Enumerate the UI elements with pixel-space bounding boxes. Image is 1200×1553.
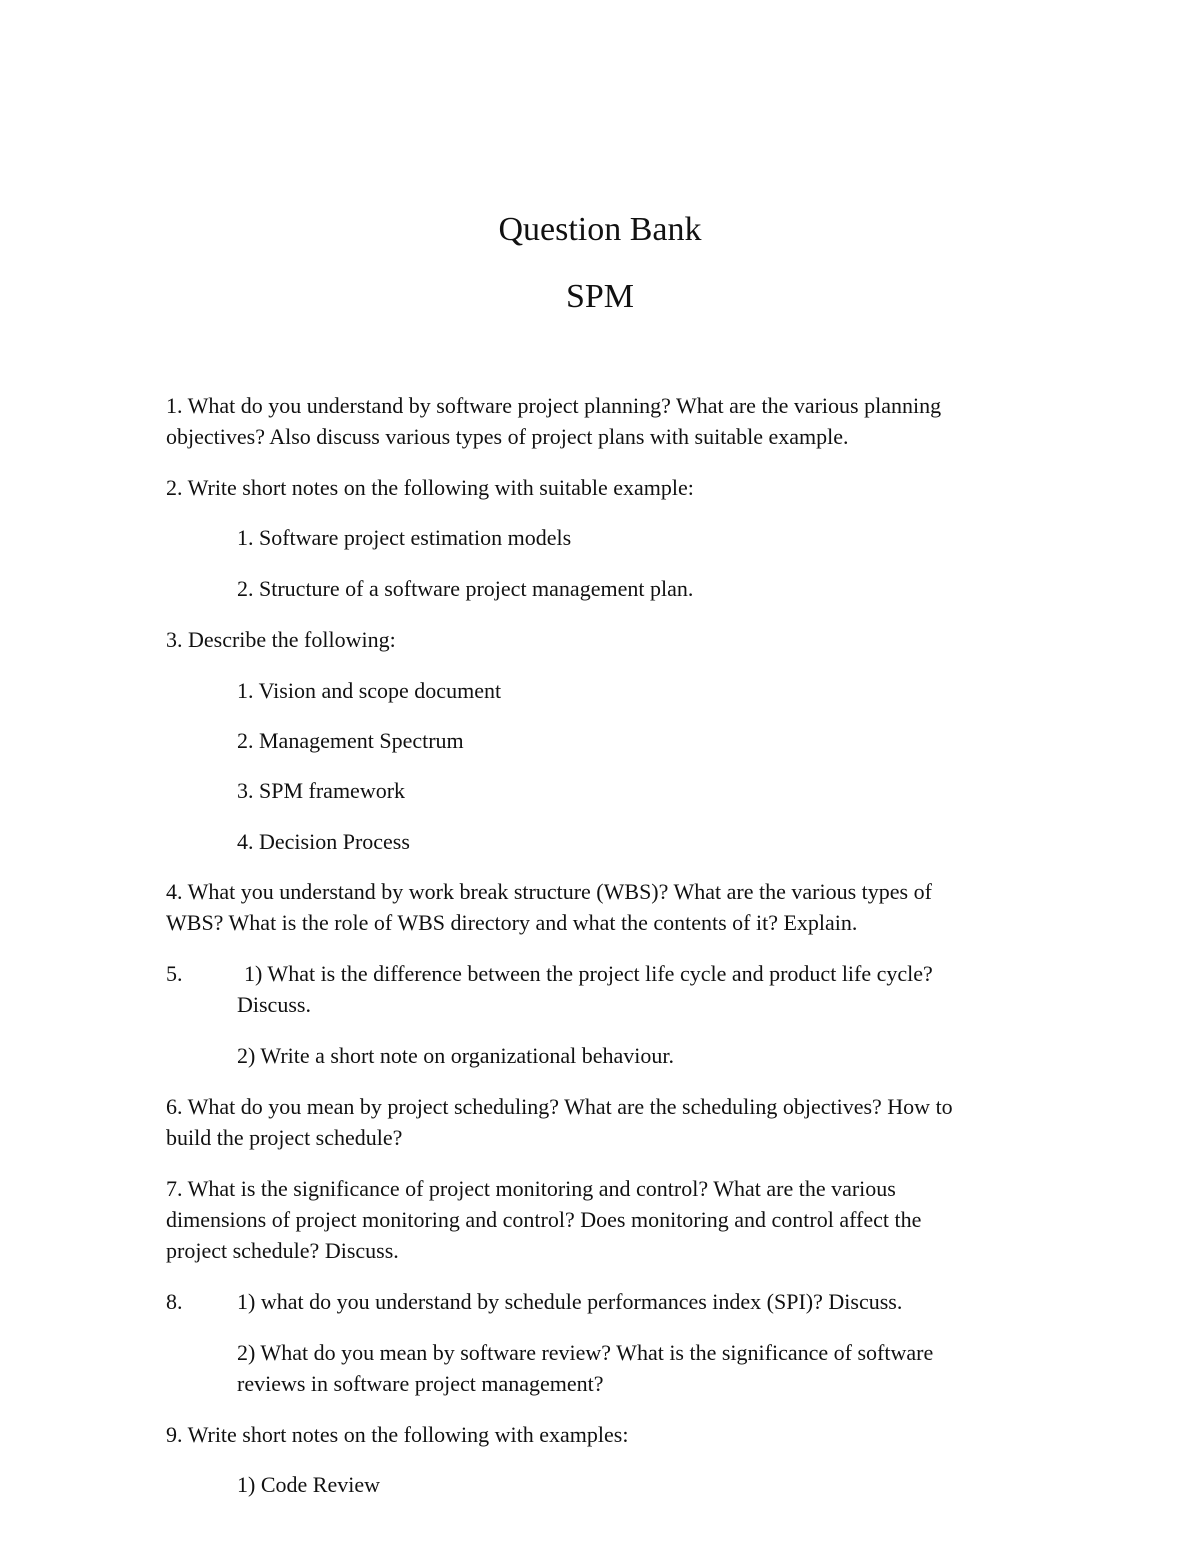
- question-4-line-2: WBS? What is the role of WBS directory and what the contents of it? Explain.: [166, 910, 858, 935]
- question-4-line-1: 4. What you understand by work break structure (WBS)? What are the various types of: [166, 879, 932, 904]
- question-3-item-4: 4. Decision Process: [237, 829, 410, 854]
- question-8-part-2-line-1: 2) What do you mean by software review? What is the significance of software: [237, 1340, 934, 1365]
- question-8-number: 8.: [166, 1289, 183, 1314]
- question-8-part-2-line-2: reviews in software project management?: [237, 1371, 604, 1396]
- question-3-item-1: 1. Vision and scope document: [237, 678, 502, 703]
- page-subtitle: SPM: [565, 278, 635, 315]
- question-6-line-2: build the project schedule?: [166, 1125, 403, 1150]
- question-2-item-2: 2. Structure of a software project management plan.: [237, 576, 694, 601]
- question-5-part-2: 2) Write a short note on organizational behaviour.: [237, 1043, 674, 1068]
- question-7-line-2: dimensions of project monitoring and control? Does monitoring and control affect the: [166, 1207, 922, 1232]
- question-9-item-1: 1) Code Review: [237, 1472, 380, 1497]
- question-5-part-1-line-1: 1) What is the difference between the project life cycle and product life cycle?: [244, 961, 933, 986]
- question-9-text: 9. Write short notes on the following with examples:: [166, 1422, 629, 1447]
- question-3-item-3: 3. SPM framework: [237, 778, 406, 803]
- question-5-part-1-line-2: Discuss.: [237, 992, 311, 1017]
- question-2-text: 2. Write short notes on the following with suitable example:: [166, 475, 694, 500]
- question-7-line-1: 7. What is the significance of project monitoring and control? What are the various: [166, 1176, 896, 1201]
- question-2-item-1: 1. Software project estimation models: [237, 525, 572, 550]
- question-6-line-1: 6. What do you mean by project scheduling? What are the scheduling objectives? How to: [166, 1094, 953, 1119]
- question-3-item-2: 2. Management Spectrum: [237, 728, 464, 753]
- question-7-line-3: project schedule? Discuss.: [166, 1238, 399, 1263]
- question-1-line-2: objectives? Also discuss various types of project plans with suitable example.: [166, 424, 849, 449]
- question-1-line-1: 1. What do you understand by software project planning? What are the various planning: [166, 393, 942, 418]
- page-title: Question Bank: [498, 211, 702, 248]
- question-5-number: 5.: [166, 961, 183, 986]
- question-8-part-1: 1) what do you understand by schedule performances index (SPI)? Discuss.: [237, 1289, 903, 1314]
- question-3-text: 3. Describe the following:: [166, 627, 396, 652]
